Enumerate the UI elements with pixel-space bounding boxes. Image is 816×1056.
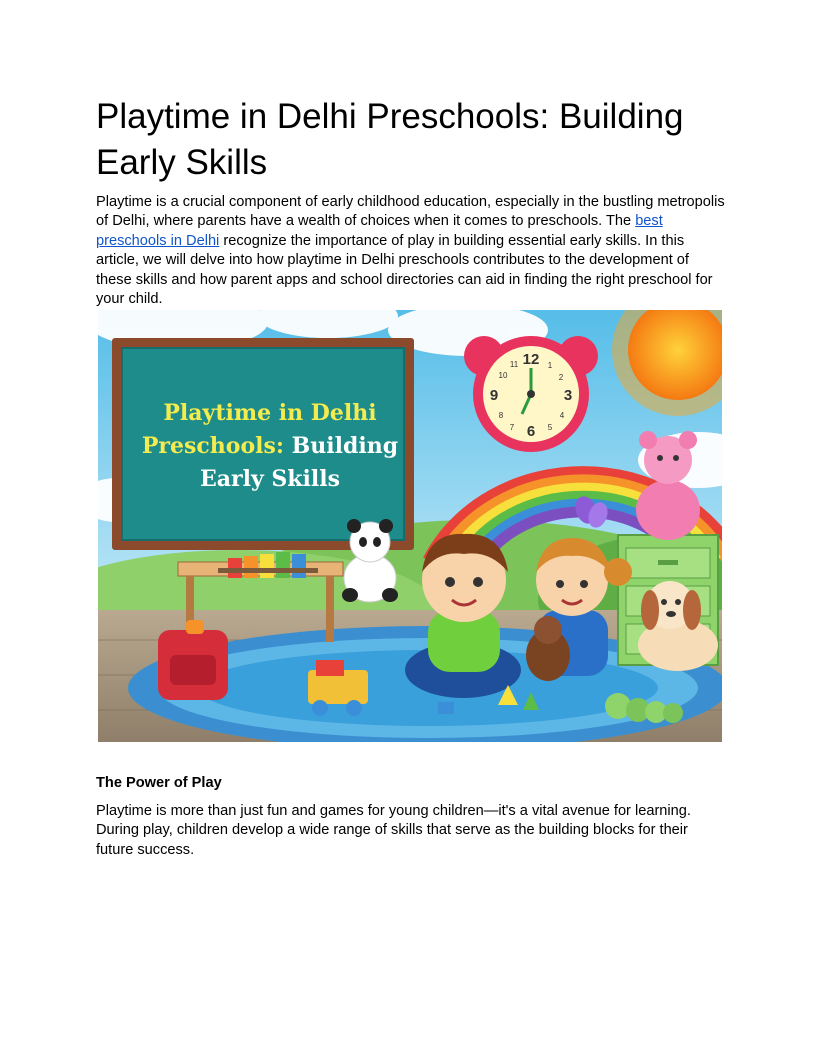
svg-text:7: 7 — [509, 423, 515, 432]
section-heading: The Power of Play — [96, 775, 222, 791]
intro-paragraph — [96, 193, 726, 309]
section-paragraph: Playtime is more than just fun and games for young children—it's a vital avenue for learning. During play, children develop a wide range of skills that serve as the building blocks for their future success. — [96, 803, 691, 858]
svg-text:1: 1 — [547, 361, 553, 370]
classroom-scene — [98, 310, 722, 742]
page-title: Playtime in Delhi Preschools: Building Early Skills — [96, 97, 684, 182]
svg-text:3: 3 — [563, 387, 573, 404]
svg-text:5: 5 — [547, 423, 553, 432]
svg-text:8: 8 — [498, 411, 504, 420]
best-preschools-link[interactable]: best preschools in Delhi — [96, 213, 663, 249]
backpack-icon — [158, 620, 228, 700]
svg-text:12: 12 — [522, 351, 540, 368]
board-line-2: Preschools: Building — [141, 433, 399, 459]
svg-text:9: 9 — [489, 387, 499, 404]
intro-text-start: Playtime is a crucial component of early childhood education, especially in the bustling metropolis of Delhi, where parents have a wealth of choices when it comes to preschools. The — [96, 194, 725, 230]
board-line-1: Playtime in Delhi — [163, 400, 377, 426]
chalkboard — [112, 338, 414, 550]
intro-text-end: recognize the importance of play in building essential early skills. In this article, we will delve into how playtime in Delhi preschools contributes to the development of these skills and how parent apps and school directories can aid in finding the right preschool for your child. — [96, 232, 713, 308]
svg-text:11: 11 — [509, 360, 519, 369]
board-line-3: Early Skills — [199, 466, 341, 492]
svg-text:2: 2 — [558, 373, 564, 382]
svg-text:4: 4 — [559, 411, 565, 420]
svg-text:10: 10 — [498, 371, 508, 380]
hero-illustration — [98, 310, 722, 742]
svg-text:6: 6 — [526, 423, 536, 440]
